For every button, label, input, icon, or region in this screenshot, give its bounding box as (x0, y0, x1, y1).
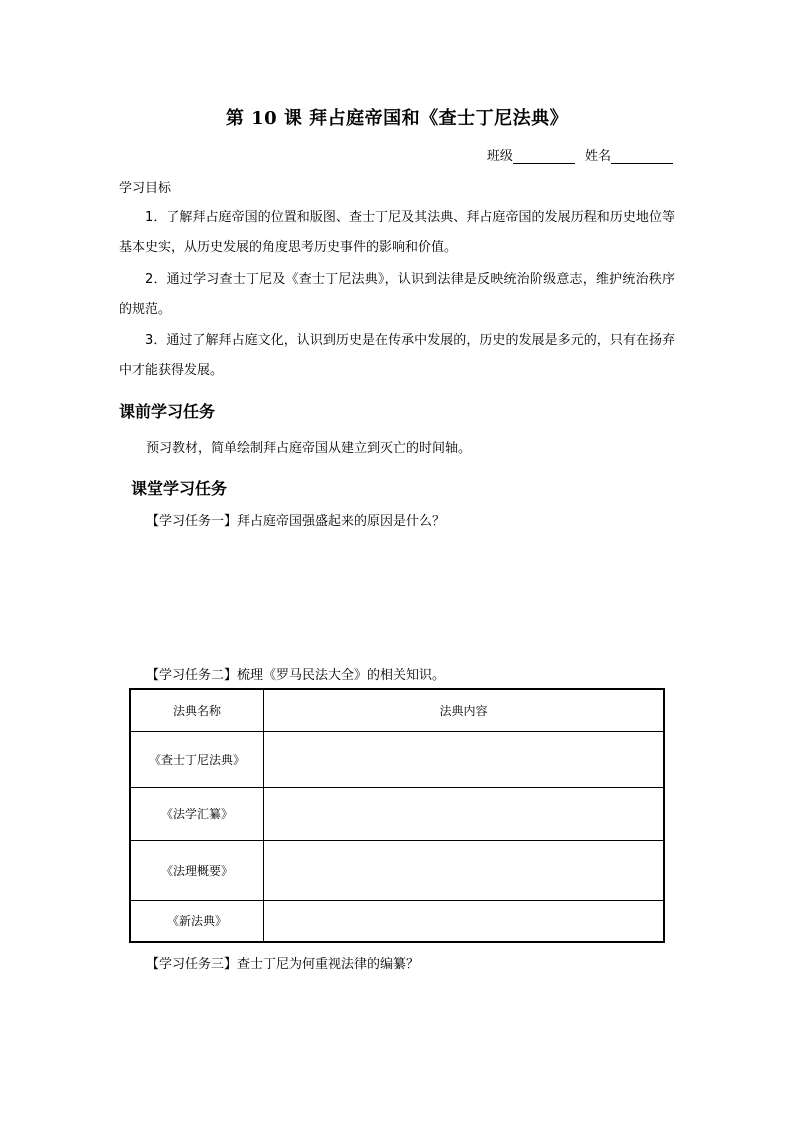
name-label: 姓名 (584, 149, 611, 164)
objective-3: 3．通过了解拜占庭文化，认识到历史是在传承中发展的，历史的发展是多元的，只有在扬弃中才能获得发展。 (119, 333, 675, 378)
preclass-task: 预习教材，简单绘制拜占庭帝国从建立到灭亡的时间轴。 (146, 441, 472, 456)
class-name-line (487, 145, 673, 164)
table-row (130, 731, 664, 787)
class-label: 班级 (486, 149, 513, 164)
name-blank-field[interactable] (611, 149, 673, 164)
inclass-heading: 课堂学习任务 (131, 479, 228, 498)
table-row (130, 787, 664, 840)
table-cell-content-blank[interactable] (264, 840, 665, 900)
table-row (130, 840, 664, 900)
table-header-content: 法典内容 (264, 689, 665, 731)
preclass-heading: 课前学习任务 (119, 402, 216, 421)
task-1: 【学习任务一】拜占庭帝国强盛起来的原因是什么？ (146, 514, 446, 529)
page-title: 第 10 课 拜占庭帝国和《查士丁尼法典》 (225, 108, 569, 129)
objective-1: 1．了解拜占庭帝国的位置和版图、查士丁尼及其法典、拜占庭帝国的发展历程和历史地位等基本史实，从历史发展的角度思考历史事件的影响和价值。 (119, 210, 675, 255)
table-cell-law-name: 《法理概要》 (130, 840, 264, 900)
table-row (130, 900, 664, 942)
table-header-name: 法典名称 (130, 689, 264, 731)
class-blank-field[interactable] (513, 149, 575, 164)
task-3: 【学习任务三】查士丁尼为何重视法律的编纂？ (146, 957, 420, 972)
table-cell-law-name: 《新法典》 (130, 900, 264, 942)
objectives-heading: 学习目标 (119, 181, 172, 196)
table-cell-content-blank[interactable] (264, 731, 665, 787)
table-header-row (130, 689, 664, 731)
table-cell-content-blank[interactable] (264, 787, 665, 840)
table-cell-content-blank[interactable] (264, 900, 665, 942)
task-2: 【学习任务二】梳理《罗马民法大全》的相关知识。 (146, 668, 446, 683)
table-cell-law-name: 《法学汇纂》 (130, 787, 264, 840)
law-table (129, 688, 665, 943)
table-cell-law-name: 《查士丁尼法典》 (130, 731, 264, 787)
objective-2: 2．通过学习查士丁尼及《查士丁尼法典》，认识到法律是反映统治阶级意志，维护统治秩序的规范。 (119, 272, 675, 317)
